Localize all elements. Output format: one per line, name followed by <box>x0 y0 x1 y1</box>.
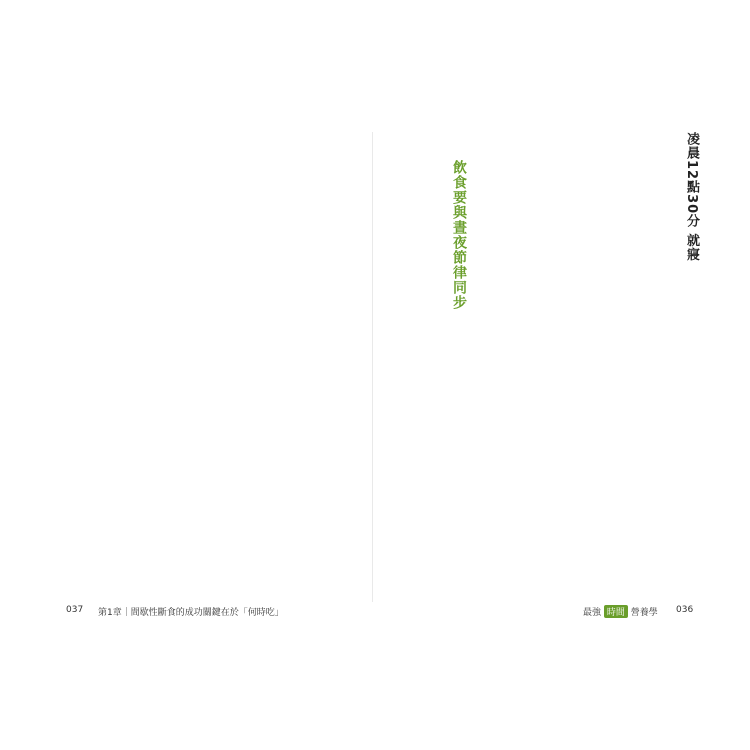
brand-pre: 最強 <box>583 608 602 618</box>
left-page-number: 037 <box>66 605 84 615</box>
chapter-footer: 第1章｜間歇性斷食的成功關鍵在於「何時吃」 <box>98 608 284 618</box>
brand-post: 營養學 <box>630 608 658 618</box>
chapter-subheading: 凌晨12點30分 就寢 <box>684 132 699 262</box>
spine-gutter <box>372 132 373 602</box>
brand-highlight: 時間 <box>604 605 628 618</box>
section-title: 飲食要與晝夜節律同步 <box>451 160 467 310</box>
right-page-number: 036 <box>676 605 694 615</box>
book-spread <box>62 132 702 602</box>
book-brand-footer <box>583 605 658 618</box>
